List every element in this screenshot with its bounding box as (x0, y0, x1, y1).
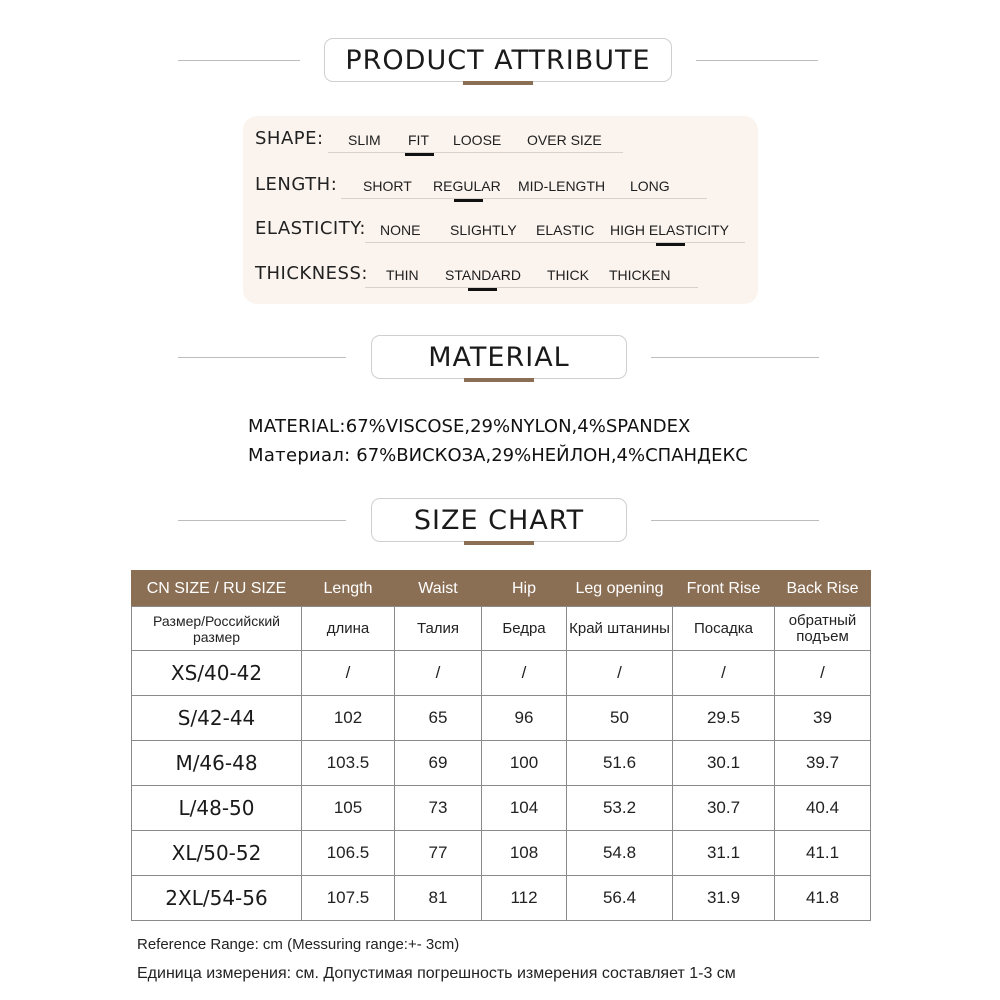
value-cell: 51.6 (567, 741, 673, 786)
value-cell: 106.5 (302, 831, 395, 876)
material-label: Материал: (248, 445, 351, 466)
size-chart-header (0, 498, 1000, 544)
value-cell: 41.8 (775, 876, 871, 921)
column-header-ru: Посадка (673, 607, 775, 651)
header-row-russian (132, 607, 871, 651)
value-cell: 102 (302, 696, 395, 741)
title-accent-bar (464, 541, 534, 545)
section-title: MATERIAL (428, 341, 570, 373)
size-chart-table (131, 570, 871, 921)
value-cell: 40.4 (775, 786, 871, 831)
column-header-ru: длина (302, 607, 395, 651)
attribute-row-length (243, 172, 758, 202)
table-row (132, 696, 871, 741)
section-title: PRODUCT ATTRIBUTE (345, 44, 651, 76)
attribute-rule (341, 198, 707, 199)
column-header-ru: Талия (395, 607, 482, 651)
attribute-option-selected: REGULAR (433, 178, 501, 194)
value-cell: 41.1 (775, 831, 871, 876)
value-cell: 105 (302, 786, 395, 831)
size-cell: S/42-44 (132, 696, 302, 741)
attribute-rule (328, 152, 623, 153)
value-cell: 77 (395, 831, 482, 876)
size-cell: L/48-50 (132, 786, 302, 831)
table-row (132, 651, 871, 696)
column-header-ru: Бедра (482, 607, 567, 651)
column-header: Front Rise (673, 571, 775, 607)
value-cell: 96 (482, 696, 567, 741)
selected-underline (454, 199, 483, 202)
value-cell: 56.4 (567, 876, 673, 921)
value-cell: 81 (395, 876, 482, 921)
material-value: 67%VISCOSE,29%NYLON,4%SPANDEX (345, 416, 691, 437)
table-row (132, 831, 871, 876)
value-cell: / (395, 651, 482, 696)
attribute-option: NONE (380, 222, 421, 238)
value-cell: 54.8 (567, 831, 673, 876)
value-cell: 31.9 (673, 876, 775, 921)
divider-line (178, 520, 346, 521)
section-title-pill (371, 498, 627, 542)
attribute-label: SHAPE: (255, 128, 324, 149)
size-cell: XL/50-52 (132, 831, 302, 876)
material-label: MATERIAL: (248, 416, 346, 437)
attribute-row-elasticity (243, 216, 758, 246)
column-header: Leg opening (567, 571, 673, 607)
size-cell: XS/40-42 (132, 651, 302, 696)
table-row (132, 876, 871, 921)
divider-line (651, 520, 819, 521)
material-russian (248, 445, 748, 466)
value-cell: 112 (482, 876, 567, 921)
attribute-option: OVER SIZE (527, 132, 602, 148)
selected-underline (656, 243, 685, 246)
value-cell: 65 (395, 696, 482, 741)
attribute-option: SLIGHTLY (450, 222, 517, 238)
value-cell: 108 (482, 831, 567, 876)
reference-note-english: Reference Range: cm (Messuring range:+- 3cm) (137, 936, 460, 953)
attribute-option: THICK (547, 267, 589, 283)
attribute-option: THICKEN (609, 267, 671, 283)
selected-underline (468, 288, 497, 291)
attribute-label: LENGTH: (255, 174, 338, 195)
material-value: 67%ВИСКОЗА,29%НЕЙЛОН,4%СПАНДЕКС (356, 445, 748, 466)
attribute-option: MID-LENGTH (518, 178, 606, 194)
attribute-option-selected: HIGH ELASTICITY (610, 222, 730, 238)
title-accent-bar (464, 378, 534, 382)
column-header-ru: Край штанины (567, 607, 673, 651)
column-header: Waist (395, 571, 482, 607)
attribute-option: LONG (630, 178, 670, 194)
size-cell: 2XL/54-56 (132, 876, 302, 921)
attribute-option-selected: FIT (408, 132, 429, 148)
column-header-ru: обратный подъем (775, 607, 871, 651)
title-accent-bar (463, 81, 533, 85)
value-cell: 104 (482, 786, 567, 831)
column-header-ru: Размер/Российский размер (132, 607, 302, 651)
size-cell: M/46-48 (132, 741, 302, 786)
column-header: Length (302, 571, 395, 607)
value-cell: 103.5 (302, 741, 395, 786)
attribute-panel (243, 116, 758, 304)
attribute-label: ELASTICITY: (255, 218, 366, 239)
attribute-row-shape (243, 126, 758, 156)
attribute-option: THIN (386, 267, 419, 283)
column-header: Hip (482, 571, 567, 607)
attribute-row-thickness (243, 261, 758, 291)
attribute-rule (365, 242, 745, 243)
attribute-option: SLIM (348, 132, 381, 148)
value-cell: / (482, 651, 567, 696)
value-cell: / (775, 651, 871, 696)
attribute-option: ELASTIC (536, 222, 595, 238)
value-cell: 30.1 (673, 741, 775, 786)
value-cell: 69 (395, 741, 482, 786)
value-cell: 39.7 (775, 741, 871, 786)
value-cell: / (567, 651, 673, 696)
product-attribute-header (0, 38, 1000, 84)
table-row (132, 741, 871, 786)
attribute-option-selected: STANDARD (445, 267, 521, 283)
value-cell: 53.2 (567, 786, 673, 831)
reference-note-russian: Единица измерения: см. Допустимая погрешность измерения составляет 1-3 см (137, 965, 736, 982)
section-title: SIZE CHART (413, 504, 585, 536)
value-cell: 39 (775, 696, 871, 741)
value-cell: 30.7 (673, 786, 775, 831)
value-cell: 31.1 (673, 831, 775, 876)
attribute-option: SHORT (363, 178, 412, 194)
attribute-rule (365, 287, 698, 288)
value-cell: 50 (567, 696, 673, 741)
table-row (132, 786, 871, 831)
divider-line (696, 60, 818, 61)
value-cell: 73 (395, 786, 482, 831)
value-cell: 107.5 (302, 876, 395, 921)
value-cell: 100 (482, 741, 567, 786)
divider-line (178, 60, 300, 61)
section-title-pill (324, 38, 672, 82)
attribute-label: THICKNESS: (255, 263, 368, 284)
attribute-option: LOOSE (453, 132, 502, 148)
divider-line (651, 357, 819, 358)
selected-underline (405, 153, 434, 156)
header-row-english (132, 571, 871, 607)
value-cell: / (673, 651, 775, 696)
value-cell: 29.5 (673, 696, 775, 741)
column-header: CN SIZE / RU SIZE (132, 571, 302, 607)
material-header (0, 335, 1000, 381)
section-title-pill (371, 335, 627, 379)
material-english (248, 416, 690, 437)
value-cell: / (302, 651, 395, 696)
divider-line (178, 357, 346, 358)
column-header: Back Rise (775, 571, 871, 607)
